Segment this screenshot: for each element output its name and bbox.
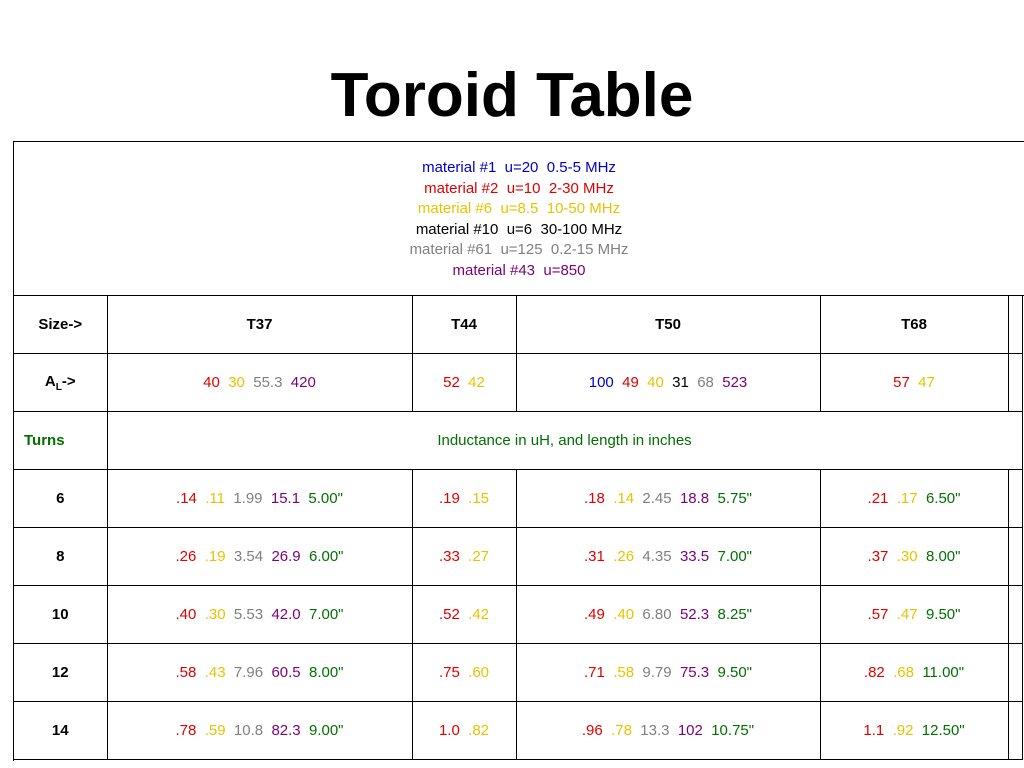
value: 15.1 — [270, 490, 301, 507]
al-cell — [516, 354, 820, 412]
data-cell — [516, 644, 820, 702]
value: .33 — [438, 548, 460, 565]
value: .60 — [468, 664, 490, 681]
size-t68: T68 — [820, 296, 1008, 354]
value: 60.5 — [271, 664, 301, 681]
value: .58 — [613, 664, 635, 681]
size-t37: T37 — [107, 296, 412, 354]
value: .31 — [583, 548, 605, 565]
toroid-table-frame — [13, 141, 1024, 761]
value: 7.00" — [717, 548, 753, 565]
value: 33.5 — [679, 548, 710, 565]
table-row — [14, 470, 1022, 528]
data-cell — [820, 586, 1008, 644]
table-row — [14, 702, 1022, 760]
data-cell — [820, 644, 1008, 702]
value: 5.53 — [233, 606, 264, 623]
legend-line: material #2 u=10 2-30 MHz — [424, 179, 614, 197]
legend-line: material #1 u=20 0.5-5 MHz — [422, 159, 616, 176]
empty-cell — [1008, 528, 1022, 586]
value: 6.80 — [642, 606, 672, 623]
value: 9.79 — [642, 664, 672, 681]
turns-value: 14 — [14, 702, 107, 760]
data-cell — [412, 644, 516, 702]
value: 3.54 — [233, 548, 264, 565]
legend-line: material #43 u=850 — [452, 261, 586, 279]
value: .75 — [438, 664, 460, 681]
data-cell — [820, 528, 1008, 586]
value: .71 — [583, 664, 605, 681]
value: .18 — [583, 490, 605, 507]
value: 82.3 — [271, 722, 301, 739]
size-header-row — [14, 296, 1022, 354]
value: 75.3 — [679, 664, 710, 681]
value: .26 — [175, 548, 197, 565]
value: 68 — [697, 374, 714, 391]
size-t44: T44 — [412, 296, 516, 354]
value: 30 — [228, 374, 245, 391]
value: .27 — [468, 548, 490, 565]
value: 1.99 — [233, 490, 263, 507]
value: 1.1 — [863, 722, 885, 739]
turns-row — [14, 412, 1022, 470]
data-cell — [820, 470, 1008, 528]
value: 5.00" — [308, 490, 343, 507]
turns-value: 12 — [14, 644, 107, 702]
value: 102 — [677, 722, 703, 739]
value: .37 — [867, 548, 889, 565]
turns-label: Turns — [14, 412, 107, 470]
value: 10.75" — [711, 722, 755, 739]
value: .58 — [175, 664, 197, 681]
empty-cell — [1008, 644, 1022, 702]
empty-cell — [1008, 470, 1022, 528]
turns-description: Inductance in uH, and length in inches — [107, 412, 1022, 470]
toroid-table — [14, 296, 1023, 760]
value: .59 — [204, 722, 226, 739]
value: .14 — [613, 490, 635, 507]
data-cell — [412, 586, 516, 644]
table-row — [14, 586, 1022, 644]
empty-cell — [1008, 702, 1022, 760]
al-cell — [412, 354, 516, 412]
value: .43 — [204, 664, 226, 681]
material-legend — [14, 142, 1024, 296]
data-cell — [516, 528, 820, 586]
value: 42.0 — [271, 606, 301, 623]
value: 55.3 — [253, 374, 283, 391]
value: .47 — [896, 606, 918, 623]
data-cell — [107, 586, 412, 644]
value: .82 — [468, 722, 490, 739]
value: .68 — [893, 664, 914, 681]
value: .42 — [468, 606, 490, 623]
empty-cell — [1008, 354, 1022, 412]
value: 52.3 — [679, 606, 710, 623]
empty-cell — [1008, 296, 1022, 354]
value: .15 — [468, 490, 490, 507]
turns-value: 10 — [14, 586, 107, 644]
al-label-main: A — [44, 372, 56, 390]
value: 6.50" — [925, 490, 961, 507]
value: 18.8 — [679, 490, 710, 507]
empty-cell — [1008, 586, 1022, 644]
turns-value: 8 — [14, 528, 107, 586]
value: 31 — [672, 374, 689, 391]
data-cell — [412, 470, 516, 528]
al-label-sub: L — [55, 381, 62, 393]
value: 7.96 — [233, 664, 264, 681]
table-row — [14, 644, 1022, 702]
data-cell — [412, 702, 516, 760]
value: .19 — [204, 548, 226, 565]
value: 420 — [290, 374, 316, 391]
legend-line: material #6 u=8.5 10-50 MHz — [417, 200, 621, 217]
value: 4.35 — [642, 548, 672, 565]
value: .26 — [613, 548, 635, 565]
al-label-suffix: -> — [61, 372, 76, 390]
size-t50: T50 — [516, 296, 820, 354]
value: .78 — [175, 722, 197, 739]
data-cell — [107, 702, 412, 760]
value: .30 — [204, 606, 226, 623]
value: 26.9 — [271, 548, 301, 565]
al-cell — [820, 354, 1008, 412]
value: 40 — [647, 374, 664, 391]
value: .11 — [205, 490, 225, 507]
value: 8.00" — [308, 664, 344, 681]
table-row — [14, 528, 1022, 586]
al-cell — [107, 354, 412, 412]
value: 1.0 — [438, 722, 460, 739]
value: 42 — [468, 374, 485, 391]
value: 10.8 — [233, 722, 264, 739]
legend-line: material #61 u=125 0.2-15 MHz — [409, 241, 629, 258]
value: .14 — [176, 490, 197, 507]
value: .57 — [867, 606, 889, 623]
value: 52 — [443, 374, 460, 391]
data-cell — [107, 644, 412, 702]
data-cell — [412, 528, 516, 586]
value: 9.50" — [925, 606, 961, 623]
value: 13.3 — [640, 722, 670, 739]
value: .40 — [613, 606, 635, 623]
data-cell — [516, 586, 820, 644]
value: 40 — [203, 374, 220, 391]
value: .17 — [896, 490, 918, 507]
size-label: Size-> — [14, 296, 107, 354]
value: 47 — [918, 374, 935, 391]
value: .78 — [611, 722, 632, 739]
value: .30 — [896, 548, 918, 565]
value: 49 — [622, 374, 639, 391]
al-label — [14, 354, 107, 412]
data-cell — [820, 702, 1008, 760]
value: .82 — [863, 664, 885, 681]
value: 5.75" — [717, 490, 753, 507]
data-cell — [516, 470, 820, 528]
data-cell — [516, 702, 820, 760]
value: 11.00" — [922, 664, 965, 681]
value: 9.00" — [308, 722, 344, 739]
value: .19 — [438, 490, 460, 507]
value: 2.45 — [642, 490, 672, 507]
turns-value: 6 — [14, 470, 107, 528]
value: .21 — [867, 490, 889, 507]
page-title: Toroid Table — [330, 61, 694, 130]
value: 100 — [588, 374, 614, 391]
data-cell — [107, 470, 412, 528]
value: .40 — [175, 606, 197, 623]
al-row — [14, 354, 1022, 412]
data-cell — [107, 528, 412, 586]
value: 8.00" — [925, 548, 961, 565]
value: .96 — [581, 722, 603, 739]
value: .49 — [583, 606, 605, 623]
value: 8.25" — [717, 606, 753, 623]
legend-line: material #10 u=6 30-100 MHz — [415, 220, 623, 238]
value: 12.50" — [921, 722, 965, 739]
value: .92 — [892, 722, 914, 739]
value: 7.00" — [308, 606, 344, 623]
value: 523 — [722, 374, 748, 391]
value: .52 — [438, 606, 460, 623]
value: 6.00" — [308, 548, 344, 565]
value: 57 — [893, 374, 910, 391]
value: 9.50" — [717, 664, 753, 681]
